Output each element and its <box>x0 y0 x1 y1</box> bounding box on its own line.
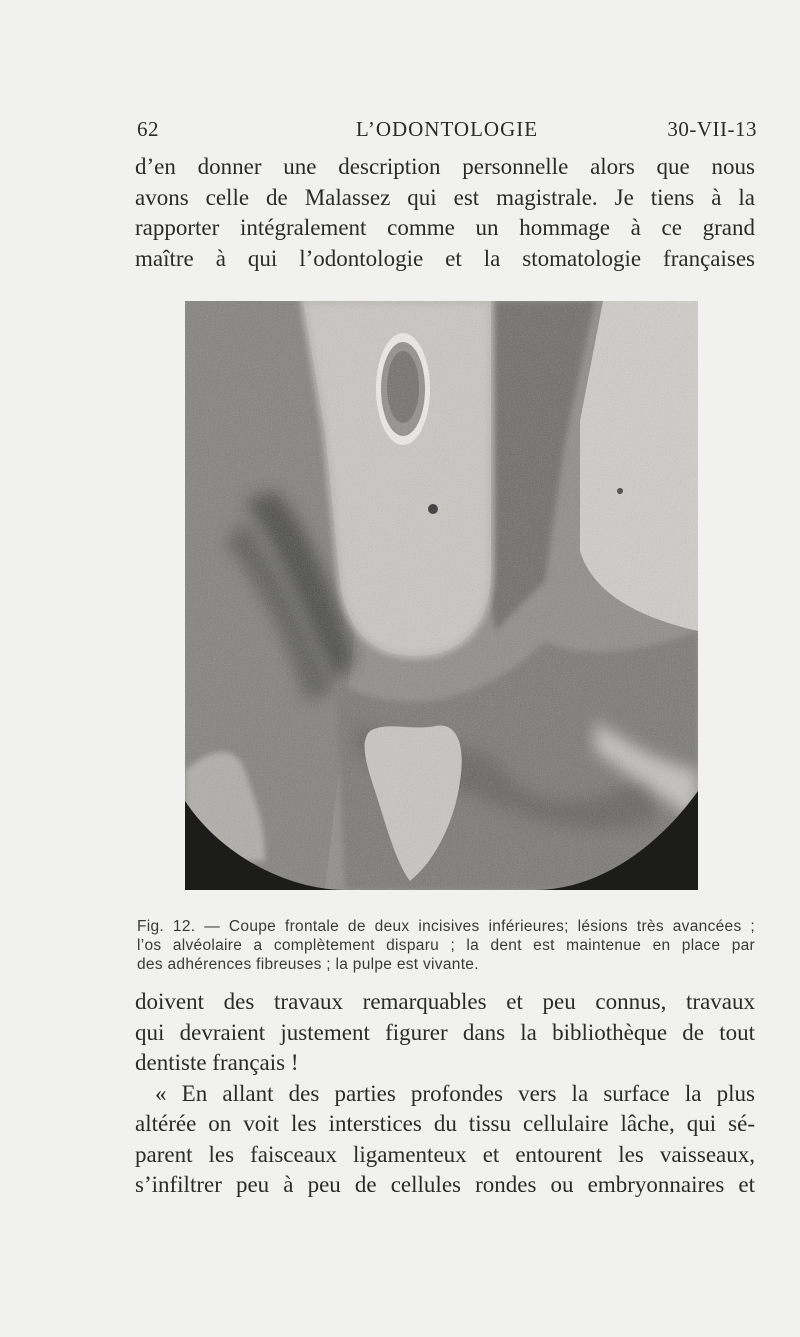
paragraph-bottom <box>135 987 755 1201</box>
running-head <box>137 117 757 145</box>
paragraph-top <box>135 152 755 274</box>
journal-title: L’ODONTOLOGIE <box>355 117 539 141</box>
text-line: qui devraient justement figurer dans la bibliothèque de tout <box>135 1019 755 1045</box>
text-line: parent les faisceaux ligamenteux et entourent les vaisseaux, <box>135 1141 755 1167</box>
caption-line: l’os alvéolaire a complètement disparu ; la dent est maintenue en place par <box>137 937 755 954</box>
text-line: avons celle de Malassez qui est magistrale. Je tiens à la <box>135 184 755 210</box>
text-line: altérée on voit les interstices du tissu cellulaire lâche, qui sé- <box>135 1111 755 1136</box>
text-line: rapporter intégralement comme un hommage à ce grand <box>135 215 755 240</box>
figure-caption <box>137 917 755 974</box>
text-line: s’infiltrer peu à peu de cellules rondes ou embryonnaires et <box>135 1172 755 1197</box>
text-line: doivent des travaux remarquables et peu connus, travaux <box>135 989 755 1014</box>
text-line: d’en donner une description personnelle alors que nous <box>135 154 755 179</box>
text-line: maître à qui l’odontologie et la stomatologie françaises <box>135 245 755 271</box>
caption-line: Fig. 12. — Coupe frontale de deux incisives inférieures; lésions très avancées ; <box>137 918 755 935</box>
text-line: dentiste français ! <box>135 1050 299 1075</box>
text-line: « En allant des parties profondes vers la surface la plus <box>155 1080 755 1106</box>
micrograph-figure <box>185 301 698 890</box>
page-number: 62 <box>137 117 159 141</box>
micrograph-image <box>185 301 698 890</box>
issue-date: 30-VII-13 <box>667 117 757 141</box>
caption-line: des adhérences fibreuses ; la pulpe est vivante. <box>137 956 479 973</box>
